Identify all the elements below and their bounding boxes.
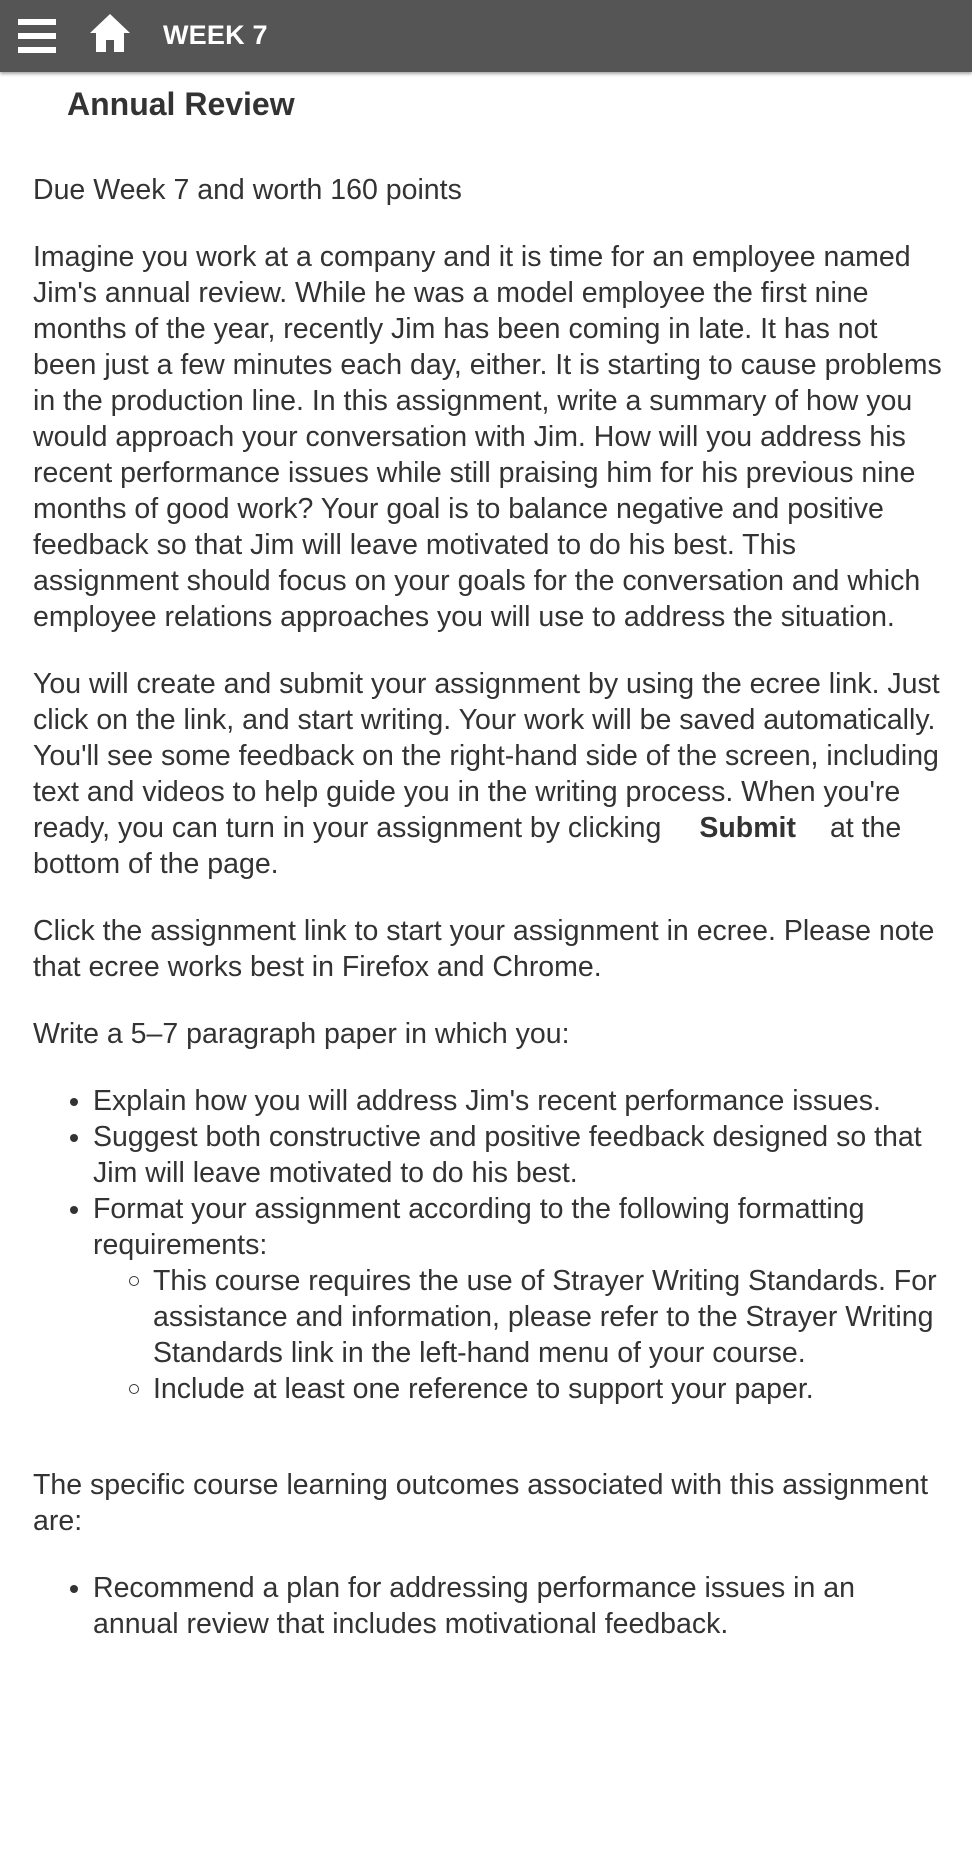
page-title: Annual Review (67, 86, 295, 122)
top-app-bar (0, 0, 972, 72)
requirements-list (33, 1083, 948, 1407)
ecree-instructions-end: at the bottom of the page. (33, 812, 902, 880)
header-title: WEEK 7 (163, 20, 268, 50)
hamburger-menu-icon[interactable] (18, 19, 56, 53)
learning-outcomes-list (33, 1570, 948, 1642)
list-item: Explain how you will address Jim's recent performance issues. (93, 1083, 948, 1119)
ecree-instructions-text: You will create and submit your assignment by using the ecree link. Just click on the link, and start writing. Your work will be saved automatically. You'll see some feedback on the right-hand side of the screen, including text and videos to help guide you in the writing process. When you're ready, you can turn in your assignment by clicking (33, 668, 940, 844)
list-item: Recommend a plan for addressing performance issues in an annual review that includes motivational feedback. (93, 1570, 948, 1642)
sub-list-item: Include at least one reference to support your paper. (153, 1371, 948, 1407)
scenario-paragraph: Imagine you work at a company and it is time for an employee named Jim's annual review. While he was a model employee the first nine months of the year, recently Jim has been coming in late. It has not been just a few minutes each day, either. It is starting to cause problems in the production line. In this assignment, write a summary of how you would approach your conversation with Jim. How will you address his recent performance issues while still praising him for his previous nine months of good work? Your goal is to balance negative and positive feedback so that Jim will leave motivated to do his best. This assignment should focus on your goals for the conversation and which employee relations approaches you will use to address the situation. (33, 241, 942, 633)
assignment-content (33, 72, 948, 1642)
submit-label: Submit (699, 812, 796, 844)
list-item (93, 1191, 948, 1407)
paper-requirements-intro: Write a 5–7 paragraph paper in which you: (33, 1018, 570, 1050)
ecree-instructions-paragraph (33, 666, 948, 882)
list-item: Suggest both constructive and positive feedback designed so that Jim will leave motivated to do his best. (93, 1119, 948, 1191)
learning-outcomes-intro: The specific course learning outcomes associated with this assignment are: (33, 1469, 929, 1537)
sub-list-item: This course requires the use of Strayer Writing Standards. For assistance and information, please refer to the Strayer Writing Standards link in the left-hand menu of your course. (153, 1263, 948, 1371)
formatting-sublist (93, 1263, 948, 1407)
home-icon[interactable] (88, 11, 132, 55)
due-text: Due Week 7 and worth 160 points (33, 174, 462, 206)
list-item-text: Format your assignment according to the following formatting requirements: (93, 1193, 865, 1261)
assignment-link-paragraph: Click the assignment link to start your assignment in ecree. Please note that ecree works best in Firefox and Chrome. (33, 915, 935, 983)
